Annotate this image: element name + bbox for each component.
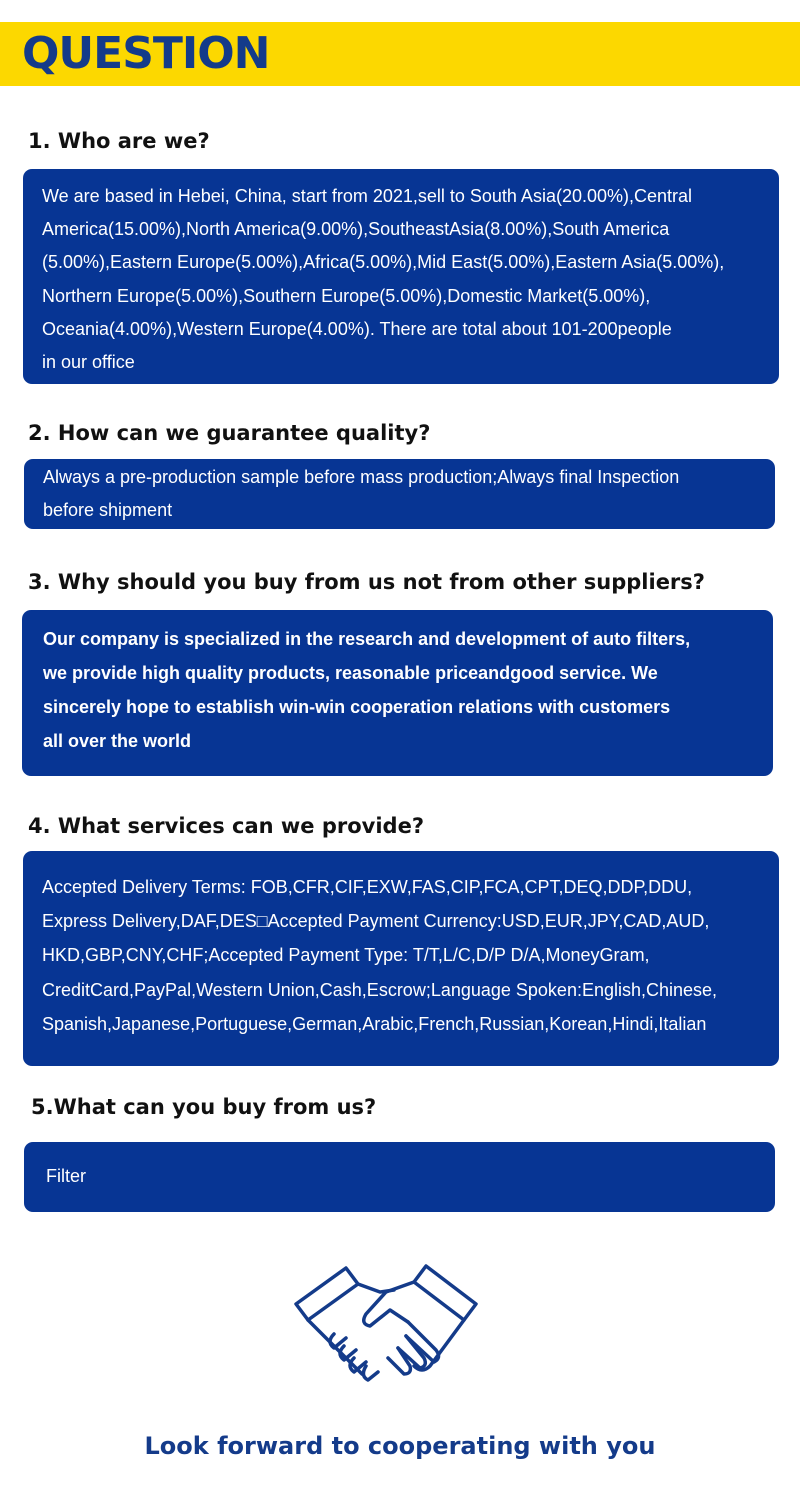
answer-5-box: [24, 1142, 775, 1212]
answer-1-text: We are based in Hebei, China, start from 2021,sell to South Asia(20.00%),Central America(15.00%),North America(9.00%),SoutheastAsia(8.00%),South America (5.00%),Eastern Europe(5.00%),Africa(5.00%),Mid East(5.00%),Eastern Asia(5.00%), Northern Europe(5.00%),Southern Europe(5.00%),Domestic Market(5.00%), Oceania(4.00%),Western Europe(4.00%). There are total about 101-200people in our office: [42, 186, 725, 373]
footer-slogan: Look forward to cooperating with you: [144, 1432, 656, 1460]
question-3-title: 3. Why should you buy from us not from other suppliers?: [28, 570, 705, 594]
handshake-icon: [290, 1262, 480, 1402]
answer-3-text: Our company is specialized in the research and development of auto filters, we provide high quality products, reasonable priceandgood service. We sincerely hope to establish win-win cooperation relations with customers all over the world: [43, 629, 691, 751]
answer-3-box: [22, 610, 773, 776]
question-2-title: 2. How can we guarantee quality?: [28, 421, 431, 445]
page-title: QUESTION: [22, 28, 270, 79]
answer-2-box: [24, 459, 775, 529]
answer-2-text: Always a pre-production sample before mass production;Always final Inspection before shipment: [43, 467, 680, 521]
answer-5-text: Filter: [46, 1166, 86, 1186]
answer-1-box: [23, 169, 779, 384]
question-5-title: 5.What can you buy from us?: [31, 1095, 377, 1119]
answer-4-box: [23, 851, 779, 1066]
question-1-title: 1. Who are we?: [28, 129, 210, 153]
answer-4-text: Accepted Delivery Terms: FOB,CFR,CIF,EXW,FAS,CIP,FCA,CPT,DEQ,DDP,DDU, Express Delivery,DAF,DES□Accepted Payment Currency:USD,EUR,JPY,CAD,AUD, HKD,GBP,CNY,CHF;Accepted Payment Type: T/T,L/C,D/P D/A,MoneyGram, CreditCard,PayPal,Western Union,Cash,Escrow;Language Spoken:English,Chinese, Spanish,Japanese,Portuguese,German,Arabic,French,Russian,Korean,Hindi,Italian: [42, 877, 718, 1034]
question-4-title: 4. What services can we provide?: [28, 814, 425, 838]
